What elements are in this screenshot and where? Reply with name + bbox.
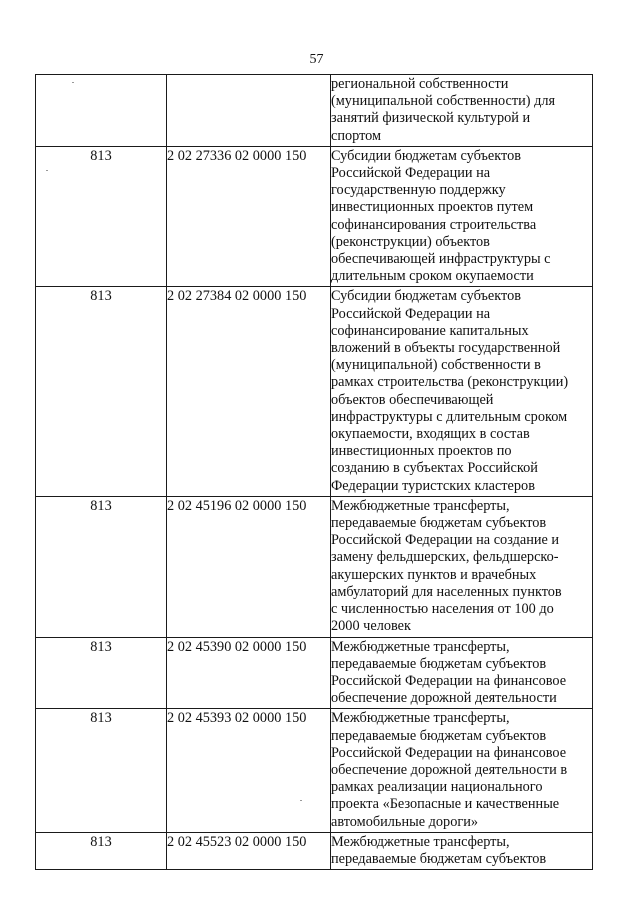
admin-code-cell: 813 (36, 637, 167, 709)
description-line: Межбюджетные трансферты, (331, 638, 510, 655)
description-line: Субсидии бюджетам субъектов (331, 147, 521, 164)
description-line: Российской Федерации на финансовое (331, 672, 567, 689)
description-line: передаваемые бюджетам субъектов (331, 515, 547, 532)
description-line: автомобильные дороги» (331, 813, 479, 830)
description-line: длительным сроком окупаемости (331, 268, 534, 285)
description-line: амбулаторий для населенных пунктов (331, 583, 562, 600)
description-line: 2000 человек (331, 618, 411, 635)
description-cell (331, 637, 593, 709)
description-cell (331, 709, 593, 832)
description-line: Межбюджетные трансферты, (331, 497, 510, 514)
admin-code-cell: 813 (36, 146, 167, 287)
description-line: обеспечение дорожной деятельности (331, 690, 557, 707)
description-line: акушерских пунктов и врачебных (331, 566, 537, 583)
page-number: 57 (309, 52, 324, 67)
description-line: занятий физической культурой и (331, 110, 531, 127)
description-line: (муниципальной собственности) для (331, 93, 556, 110)
revenue-code-cell: 2 02 45523 02 0000 150 (167, 832, 331, 869)
description-line: (муниципальной) собственности в (331, 357, 541, 374)
description-line: Российской Федерации на финансовое (331, 744, 567, 761)
description-line: вложений в объекты государственной (331, 340, 561, 357)
table-row (36, 832, 593, 869)
description-line: обеспечение дорожной деятельности в (331, 761, 568, 778)
description-line: региональной собственности (331, 76, 509, 92)
admin-code-cell: 813 (36, 832, 167, 869)
description-line: окупаемости, входящих в состав (331, 426, 530, 443)
description-line: Российской Федерации на (331, 305, 491, 322)
description-cell (331, 146, 593, 287)
description-line: передаваемые бюджетам субъектов (331, 850, 547, 867)
description-cell (331, 287, 593, 496)
description-line: софинансирования строительства (331, 216, 537, 233)
table-row (36, 496, 593, 637)
table-row (36, 146, 593, 287)
revenue-code-cell: 2 02 27384 02 0000 150 (167, 287, 331, 496)
description-line: с численностью населения от 100 до (331, 601, 554, 618)
description-line: инвестиционных проектов путем (331, 199, 534, 216)
description-line: инфраструктуры с длительным сроком (331, 408, 568, 425)
description-line: передаваемые бюджетам субъектов (331, 727, 547, 744)
description-cell (331, 75, 593, 147)
admin-code-cell: 813 (36, 709, 167, 832)
description-line: Российской Федерации на создание и (331, 532, 560, 549)
table-row (36, 75, 593, 147)
description-line: созданию в субъектах Российской (331, 460, 538, 477)
admin-code-cell: 813 (36, 496, 167, 637)
description-line: Межбюджетные трансферты, (331, 833, 510, 850)
revenue-code-cell: 2 02 45196 02 0000 150 (167, 496, 331, 637)
scan-speck (300, 800, 302, 801)
scan-speck (46, 170, 48, 171)
description-line: Российской Федерации на (331, 165, 491, 182)
description-line: Федерации туристских кластеров (331, 477, 535, 494)
description-line: инвестиционных проектов по (331, 443, 512, 460)
description-line: спортом (331, 127, 382, 144)
table-body (36, 75, 593, 870)
description-cell (331, 832, 593, 869)
budget-code-table (35, 74, 593, 870)
description-line: софинансирование капитальных (331, 322, 529, 339)
admin-code-cell: 813 (36, 287, 167, 496)
description-line: объектов обеспечивающей (331, 391, 494, 408)
description-line: государственную поддержку (331, 182, 506, 199)
admin-code-cell (36, 75, 167, 147)
revenue-code-cell (167, 75, 331, 147)
description-line: (реконструкции) объектов (331, 233, 490, 250)
revenue-code-cell: 2 02 45393 02 0000 150 (167, 709, 331, 832)
description-line: замену фельдшерских, фельдшерско- (331, 549, 559, 566)
description-line: обеспечивающей инфраструктуры с (331, 251, 551, 268)
description-line: проекта «Безопасные и качественные (331, 796, 560, 813)
description-line: передаваемые бюджетам субъектов (331, 655, 547, 672)
table-row (36, 637, 593, 709)
description-line: Межбюджетные трансферты, (331, 710, 510, 727)
revenue-code-cell: 2 02 45390 02 0000 150 (167, 637, 331, 709)
table-row (36, 709, 593, 832)
description-line: рамках реализации национального (331, 779, 543, 796)
description-line: рамках строительства (реконструкции) (331, 374, 569, 391)
scan-speck (72, 82, 74, 83)
description-cell (331, 496, 593, 637)
revenue-code-cell: 2 02 27336 02 0000 150 (167, 146, 331, 287)
table-row (36, 287, 593, 496)
description-line: Субсидии бюджетам субъектов (331, 288, 521, 305)
